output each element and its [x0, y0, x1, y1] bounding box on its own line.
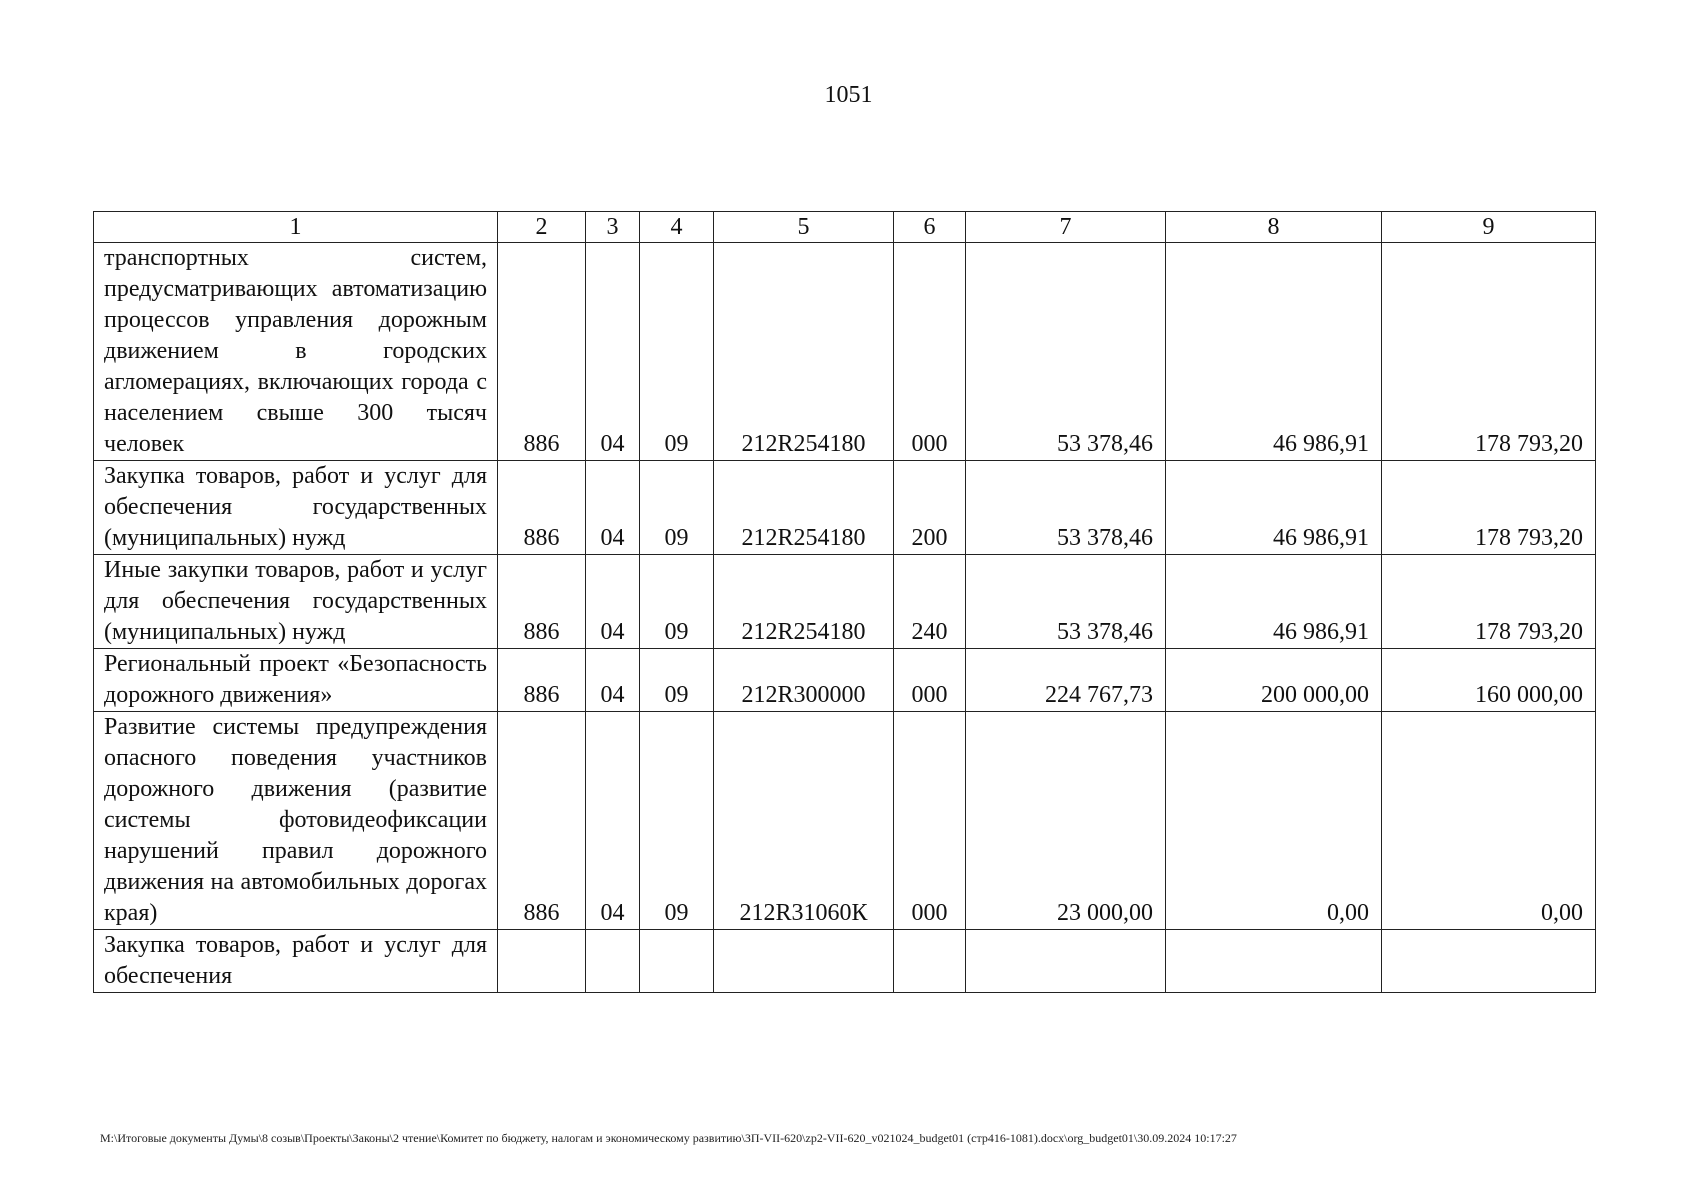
- amount-cell-9: [1382, 930, 1596, 993]
- section-code-cell: 04: [586, 461, 640, 555]
- amount-cell-7: [966, 930, 1166, 993]
- target-article-cell: 212R300000: [714, 649, 894, 712]
- amount-cell-8: 46 986,91: [1166, 243, 1382, 461]
- expense-type-cell: 240: [894, 555, 966, 649]
- target-article-cell: 212R254180: [714, 243, 894, 461]
- amount-cell-8: 46 986,91: [1166, 555, 1382, 649]
- table-row: [94, 649, 1596, 712]
- department-code-cell: 886: [498, 649, 586, 712]
- amount-cell-9: 178 793,20: [1382, 243, 1596, 461]
- subsection-code-cell: 09: [640, 461, 714, 555]
- row-name-cell: Закупка товаров, работ и услуг для обеспечения государственных (муниципальных) нужд: [94, 461, 498, 555]
- table-row: [94, 243, 1596, 461]
- amount-cell-7: 23 000,00: [966, 712, 1166, 930]
- amount-cell-7: 53 378,46: [966, 243, 1166, 461]
- amount-cell-8: 200 000,00: [1166, 649, 1382, 712]
- department-code-cell: [498, 930, 586, 993]
- amount-cell-8: 46 986,91: [1166, 461, 1382, 555]
- amount-cell-9: 178 793,20: [1382, 461, 1596, 555]
- target-article-cell: 212R31060К: [714, 712, 894, 930]
- column-header: 3: [586, 212, 640, 243]
- amount-cell-9: 178 793,20: [1382, 555, 1596, 649]
- column-header: 7: [966, 212, 1166, 243]
- subsection-code-cell: 09: [640, 712, 714, 930]
- amount-cell-8: 0,00: [1166, 712, 1382, 930]
- section-code-cell: 04: [586, 243, 640, 461]
- section-code-cell: [586, 930, 640, 993]
- amount-cell-9: 160 000,00: [1382, 649, 1596, 712]
- document-file-path: M:\Итоговые документы Думы\8 созыв\Проекты\Законы\2 чтение\Комитет по бюджету, налогам и экономическому развитию\ЗП-VII-620\zp2-VII-620_v021024_budget01 (стр416-1081).docx\org_budget01\30.09.2024 10:17:27: [100, 1131, 1237, 1145]
- amount-cell-7: 53 378,46: [966, 461, 1166, 555]
- amount-cell-8: [1166, 930, 1382, 993]
- row-name-cell: Региональный проект «Безопасность дорожного движения»: [94, 649, 498, 712]
- subsection-code-cell: 09: [640, 649, 714, 712]
- subsection-code-cell: 09: [640, 555, 714, 649]
- department-code-cell: 886: [498, 712, 586, 930]
- expense-type-cell: 000: [894, 649, 966, 712]
- amount-cell-7: 53 378,46: [966, 555, 1166, 649]
- column-header: 2: [498, 212, 586, 243]
- page-number: 1051: [824, 82, 873, 108]
- expense-type-cell: 200: [894, 461, 966, 555]
- target-article-cell: [714, 930, 894, 993]
- department-code-cell: 886: [498, 555, 586, 649]
- row-name-cell: транспортных систем, предусматривающих автоматизацию процессов управления дорожным движением в городских агломерациях, включающих города с населением свыше 300 тысяч человек: [94, 243, 498, 461]
- column-header: 8: [1166, 212, 1382, 243]
- target-article-cell: 212R254180: [714, 555, 894, 649]
- column-header: 9: [1382, 212, 1596, 243]
- subsection-code-cell: 09: [640, 243, 714, 461]
- table-row: [94, 930, 1596, 993]
- row-name-cell: Развитие системы предупреждения опасного поведения участников дорожного движения (развитие системы фотовидеофиксации нарушений правил дорожного движения на автомобильных дорогах края): [94, 712, 498, 930]
- budget-table: [93, 211, 1596, 993]
- column-header: 5: [714, 212, 894, 243]
- amount-cell-7: 224 767,73: [966, 649, 1166, 712]
- column-header: 1: [94, 212, 498, 243]
- table-header-row: [94, 212, 1596, 243]
- section-code-cell: 04: [586, 649, 640, 712]
- department-code-cell: 886: [498, 461, 586, 555]
- department-code-cell: 886: [498, 243, 586, 461]
- table-row: [94, 555, 1596, 649]
- expense-type-cell: 000: [894, 243, 966, 461]
- section-code-cell: 04: [586, 712, 640, 930]
- column-header: 6: [894, 212, 966, 243]
- column-header: 4: [640, 212, 714, 243]
- expense-type-cell: [894, 930, 966, 993]
- amount-cell-9: 0,00: [1382, 712, 1596, 930]
- target-article-cell: 212R254180: [714, 461, 894, 555]
- section-code-cell: 04: [586, 555, 640, 649]
- table-row: [94, 712, 1596, 930]
- row-name-cell: Иные закупки товаров, работ и услуг для обеспечения государственных (муниципальных) нужд: [94, 555, 498, 649]
- row-name-cell: Закупка товаров, работ и услуг для обеспечения: [94, 930, 498, 993]
- expense-type-cell: 000: [894, 712, 966, 930]
- table-row: [94, 461, 1596, 555]
- subsection-code-cell: [640, 930, 714, 993]
